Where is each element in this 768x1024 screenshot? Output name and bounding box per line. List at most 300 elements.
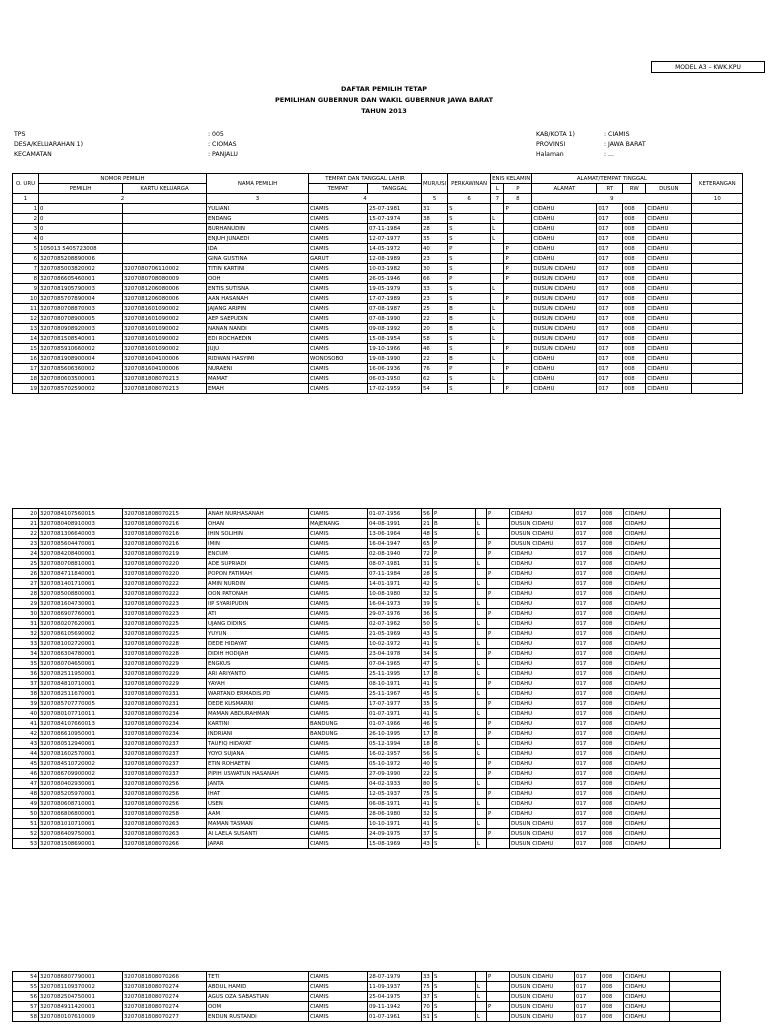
table-cell: CIDAHU — [624, 549, 670, 559]
col-nama: NAMA PEMILIH — [207, 174, 309, 194]
col-pemilih: PEMILIH — [39, 184, 123, 194]
table-cell: 2 — [13, 214, 39, 224]
table-cell: 28-07-1979 — [368, 972, 422, 982]
table-cell: ENJUH JUNAEDI — [207, 234, 309, 244]
table-cell: 09-08-1992 — [368, 324, 422, 334]
table-cell: 39 — [13, 699, 39, 709]
table-cell: 10-10-1971 — [368, 819, 422, 829]
table-cell: 017 — [575, 659, 601, 669]
table-cell: DUSUN CIDAHU — [510, 1002, 575, 1012]
table-cell: 38 — [13, 689, 39, 699]
table-cell — [504, 304, 532, 314]
table-cell: 28 — [422, 224, 448, 234]
table-cell: INDRIANI — [207, 729, 309, 739]
table-cell: 008 — [601, 639, 624, 649]
table-cell — [670, 982, 721, 992]
table-row — [13, 569, 721, 579]
table-cell: 25-04-1975 — [368, 992, 422, 1002]
table-row — [13, 529, 721, 539]
table-cell: L — [476, 819, 487, 829]
table-cell: 3207081002720001 — [39, 639, 123, 649]
table-cell: 18 — [422, 739, 433, 749]
table-cell — [692, 264, 743, 274]
table-cell: 3207081808070234 — [123, 729, 207, 739]
table-cell: 3207080107710011 — [39, 709, 123, 719]
table-cell: 51 — [13, 819, 39, 829]
table-cell: CIDAHU — [624, 799, 670, 809]
table-cell — [692, 374, 743, 384]
table-cell — [491, 254, 504, 264]
table-cell: 65 — [422, 539, 433, 549]
table-cell: 11-09-1937 — [368, 982, 422, 992]
table-cell: 3207081808070234 — [123, 709, 207, 719]
model-label: MODEL A3 – KWK.KPU — [651, 61, 765, 73]
table-cell: 017 — [597, 334, 623, 344]
table-cell: S — [433, 749, 476, 759]
table-row — [13, 839, 721, 849]
table-cell: L — [491, 334, 504, 344]
table-cell: S — [433, 1012, 476, 1022]
table-cell: 017 — [575, 679, 601, 689]
table-cell: 31 — [422, 204, 448, 214]
table-cell: S — [433, 719, 476, 729]
table-cell — [670, 589, 721, 599]
table-cell: 017 — [575, 709, 601, 719]
table-cell: 15-07-1974 — [368, 214, 422, 224]
table-cell: 28 — [422, 569, 433, 579]
table-cell: 3207081808070223 — [123, 609, 207, 619]
table-cell: 008 — [623, 234, 646, 244]
table-cell: 008 — [623, 314, 646, 324]
table-cell: 39 — [422, 599, 433, 609]
col-num: 7 — [491, 194, 504, 204]
table-cell: 08-10-1971 — [368, 679, 422, 689]
table-cell: 017 — [597, 354, 623, 364]
table-cell: AI LAELA SUSANTI — [207, 829, 309, 839]
table-cell: CIAMIS — [309, 1002, 368, 1012]
table-cell: 3207081808070229 — [123, 669, 207, 679]
table-cell: ETIN ROHAETIN — [207, 759, 309, 769]
table-cell: S — [433, 799, 476, 809]
table-cell — [476, 649, 487, 659]
meta-left — [14, 130, 238, 160]
table-cell: CIDAHU — [624, 839, 670, 849]
table-cell: CIDAHU — [646, 244, 692, 254]
table-cell — [476, 589, 487, 599]
table-cell: 008 — [623, 384, 646, 394]
table-cell — [487, 819, 510, 829]
table-row — [13, 629, 721, 639]
table-cell: 3207081808070215 — [123, 509, 207, 519]
table-cell: 32 — [13, 629, 39, 639]
table-cell: CIAMIS — [309, 234, 368, 244]
table-cell: L — [476, 1012, 487, 1022]
table-cell: CIDAHU — [510, 759, 575, 769]
table-cell: P — [448, 274, 491, 284]
table-cell — [476, 729, 487, 739]
table-cell — [670, 799, 721, 809]
table-cell: 05-12-1994 — [368, 739, 422, 749]
table-cell: CIDAHU — [646, 204, 692, 214]
table-cell: CIDAHU — [646, 264, 692, 274]
table-cell: 57 — [13, 1002, 39, 1012]
table-cell: CIDAHU — [646, 344, 692, 354]
table-cell: 30 — [13, 609, 39, 619]
table-cell: 40 — [422, 759, 433, 769]
table-cell: L — [491, 304, 504, 314]
table-cell: S — [433, 699, 476, 709]
table-cell: 3207085205970001 — [39, 789, 123, 799]
table-cell: 01-07-1956 — [368, 509, 422, 519]
table-cell: CIDAHU — [646, 254, 692, 264]
table-cell: 13-06-1964 — [368, 529, 422, 539]
table-cell: 25-11-1967 — [368, 689, 422, 699]
meta-value: : ... — [604, 151, 614, 158]
table-cell — [670, 549, 721, 559]
table-cell — [670, 579, 721, 589]
table-cell — [670, 789, 721, 799]
table-cell: AEP SAEPUDIN — [207, 314, 309, 324]
table-cell: 19-10-1966 — [368, 344, 422, 354]
table-cell: 48 — [422, 529, 433, 539]
table-cell: DUSUN CIDAHU — [510, 519, 575, 529]
table-row — [13, 769, 721, 779]
table-cell: 008 — [601, 569, 624, 579]
table-row — [13, 589, 721, 599]
table-cell — [670, 519, 721, 529]
table-cell — [692, 384, 743, 394]
table-cell: 3207085208890006 — [39, 254, 123, 264]
table-cell: 23 — [422, 254, 448, 264]
table-cell: ENCUM — [207, 549, 309, 559]
table-cell: 01-07-1961 — [368, 1012, 422, 1022]
table-cell: 46 — [422, 719, 433, 729]
table-cell: 017 — [575, 549, 601, 559]
table-cell — [504, 234, 532, 244]
table-cell: 16-04-1973 — [368, 599, 422, 609]
table-cell: P — [487, 679, 510, 689]
table-cell: L — [491, 324, 504, 334]
table-cell: 16-02-1957 — [368, 749, 422, 759]
table-cell: S — [433, 829, 476, 839]
table-row — [13, 354, 743, 364]
table-cell: MAMAN TASMAN — [207, 819, 309, 829]
table-cell: 017 — [575, 509, 601, 519]
table-cell — [476, 629, 487, 639]
table-cell: DUSUN CIDAHU — [510, 982, 575, 992]
table-cell: S — [448, 214, 491, 224]
table-cell: 3207080408910003 — [39, 519, 123, 529]
table-cell: 07-11-1984 — [368, 569, 422, 579]
table-cell: OOM — [207, 1002, 309, 1012]
table-cell: 3207085606360002 — [39, 364, 123, 374]
table-cell: 3207086605460001 — [39, 274, 123, 284]
table-cell: 008 — [601, 1002, 624, 1012]
table-cell: 3207086610950001 — [39, 729, 123, 739]
table-cell: CIDAHU — [624, 519, 670, 529]
table-cell: 3207081601090002 — [123, 324, 207, 334]
meta-value: : JAWA BARAT — [604, 141, 646, 148]
table-cell: 3207085604470001 — [39, 539, 123, 549]
table-cell: 9 — [13, 284, 39, 294]
table-cell: 3207081808070216 — [123, 529, 207, 539]
table-cell: B — [433, 729, 476, 739]
table-cell: 11 — [13, 304, 39, 314]
table-cell: 45 — [13, 759, 39, 769]
table-cell: 75 — [422, 982, 433, 992]
table-cell: 017 — [597, 224, 623, 234]
table-row — [13, 699, 721, 709]
table-cell: 3207084510720002 — [39, 759, 123, 769]
table-cell: L — [476, 639, 487, 649]
table-cell: CIDAHU — [646, 314, 692, 324]
table-cell — [670, 719, 721, 729]
table-cell — [476, 972, 487, 982]
table-cell: 3207081306640003 — [39, 529, 123, 539]
col-alamat-group: ALAMAT/TEMPAT TINGGAL — [532, 174, 692, 184]
table-cell: 017 — [575, 529, 601, 539]
table-cell: CIDAHU — [532, 224, 597, 234]
table-cell: P — [487, 972, 510, 982]
table-cell: 008 — [601, 579, 624, 589]
table-cell: DIDIH HODIJAH — [207, 649, 309, 659]
table-cell: CIDAHU — [510, 799, 575, 809]
table-cell: 3207084107660013 — [39, 719, 123, 729]
table-cell: CIDAHU — [646, 364, 692, 374]
table-cell: CIDAHU — [510, 689, 575, 699]
table-body-2 — [13, 509, 721, 849]
table-cell: S — [433, 609, 476, 619]
table-row — [13, 789, 721, 799]
table-cell: DUSUN CIDAHU — [510, 539, 575, 549]
table-cell: DUSUN CIDAHU — [510, 972, 575, 982]
table-cell — [670, 769, 721, 779]
table-cell — [491, 294, 504, 304]
table-cell: 17-02-1959 — [368, 384, 422, 394]
table-cell: AMIN NURDIN — [207, 579, 309, 589]
table-cell: CIAMIS — [309, 699, 368, 709]
table-cell: DUSUN CIDAHU — [510, 819, 575, 829]
table-cell: CIAMIS — [309, 509, 368, 519]
table-cell: L — [476, 839, 487, 849]
table-cell: 017 — [575, 799, 601, 809]
table-cell: L — [476, 739, 487, 749]
table-cell: 55 — [13, 982, 39, 992]
table-cell: BURHANUDIN — [207, 224, 309, 234]
table-cell: CIDAHU — [624, 529, 670, 539]
table-cell: MAMAT — [207, 374, 309, 384]
table-cell: 3207081808070213 — [123, 384, 207, 394]
table-row — [13, 819, 721, 829]
voter-table-1 — [12, 173, 743, 394]
table-cell: 43 — [13, 739, 39, 749]
table-row — [13, 719, 721, 729]
table-cell: L — [476, 982, 487, 992]
table-cell: L — [491, 214, 504, 224]
table-cell: S — [433, 599, 476, 609]
table-cell: 49 — [13, 799, 39, 809]
table-row — [13, 829, 721, 839]
table-cell: S — [448, 254, 491, 264]
table-cell: ADE SUPRIADI — [207, 559, 309, 569]
table-cell: CIAMIS — [309, 819, 368, 829]
table-cell — [692, 244, 743, 254]
table-cell: L — [476, 709, 487, 719]
table-cell: 008 — [601, 529, 624, 539]
table-cell: CIAMIS — [309, 374, 368, 384]
table-cell: 017 — [575, 619, 601, 629]
table-cell — [476, 509, 487, 519]
table-cell: P — [448, 364, 491, 374]
table-cell: DUSUN CIDAHU — [510, 839, 575, 849]
table-cell: 15 — [13, 344, 39, 354]
table-cell: CIDAHU — [532, 244, 597, 254]
table-cell: DUSUN CIDAHU — [532, 344, 597, 354]
table-cell: CIAMIS — [309, 549, 368, 559]
table-cell: 15-08-1954 — [368, 334, 422, 344]
table-cell: 008 — [601, 609, 624, 619]
meta-right — [536, 130, 646, 160]
table-cell: CIDAHU — [624, 539, 670, 549]
table-cell: CIDAHU — [510, 609, 575, 619]
table-cell: P — [487, 509, 510, 519]
table-cell: ATI — [207, 609, 309, 619]
table-cell: 37 — [422, 992, 433, 1002]
table-cell: 29 — [13, 599, 39, 609]
table-cell: CIDAHU — [510, 699, 575, 709]
table-cell: 54 — [13, 972, 39, 982]
table-cell: 52 — [13, 829, 39, 839]
table-cell: B — [448, 324, 491, 334]
table-cell: 017 — [575, 699, 601, 709]
table-cell: CIDAHU — [510, 779, 575, 789]
table-cell — [476, 789, 487, 799]
table-cell: 07-08-1987 — [368, 304, 422, 314]
table-cell: 3207081808070266 — [123, 972, 207, 982]
table-cell: L — [476, 529, 487, 539]
table-row — [13, 214, 743, 224]
table-cell: CIDAHU — [624, 509, 670, 519]
table-cell: CIDAHU — [646, 304, 692, 314]
table-cell: 35 — [13, 659, 39, 669]
table-cell: 21 — [13, 519, 39, 529]
table-cell: CIDAHU — [510, 589, 575, 599]
table-cell: 41 — [13, 719, 39, 729]
table-cell: P — [487, 789, 510, 799]
table-cell: DUSUN CIDAHU — [532, 334, 597, 344]
table-cell: 017 — [575, 982, 601, 992]
table-cell — [670, 639, 721, 649]
col-kawin: PERKAWINAN — [448, 174, 491, 194]
table-cell — [670, 659, 721, 669]
table-cell: 06-08-1971 — [368, 799, 422, 809]
table-cell: 25 — [422, 304, 448, 314]
table-cell — [692, 354, 743, 364]
col-kartu-keluarga: KARTU KELUARGA — [123, 184, 207, 194]
table-cell: CIAMIS — [309, 609, 368, 619]
table-cell: DUSUN CIDAHU — [510, 1012, 575, 1022]
table-cell: 22 — [13, 529, 39, 539]
table-cell: S — [433, 839, 476, 849]
table-cell — [487, 839, 510, 849]
table-cell: 017 — [575, 759, 601, 769]
table-cell: S — [433, 689, 476, 699]
table-cell: S — [433, 579, 476, 589]
table-row — [13, 982, 721, 992]
table-cell: 008 — [601, 749, 624, 759]
table-cell: S — [448, 224, 491, 234]
table-cell: CIDAHU — [624, 769, 670, 779]
table-cell: 3207086807790001 — [39, 972, 123, 982]
table-cell: 3207085702590002 — [39, 384, 123, 394]
table-cell: 29-07-1976 — [368, 609, 422, 619]
table-cell: 50 — [13, 809, 39, 819]
table-cell: 3207085910660002 — [39, 344, 123, 354]
table-cell: 58 — [13, 1012, 39, 1022]
table-cell: 3207081808070263 — [123, 829, 207, 839]
col-p: P — [504, 184, 532, 194]
table-cell: 3207081109370002 — [39, 982, 123, 992]
col-num: 9 — [532, 194, 692, 204]
table-cell: 008 — [623, 304, 646, 314]
table-cell — [692, 214, 743, 224]
table-cell: CIDAHU — [624, 829, 670, 839]
table-cell: 008 — [601, 559, 624, 569]
table-cell: 008 — [601, 629, 624, 639]
table-row — [13, 972, 721, 982]
table-cell: CIAMIS — [309, 689, 368, 699]
table-cell — [670, 569, 721, 579]
table-cell: CIAMIS — [309, 972, 368, 982]
table-cell: CIAMIS — [309, 649, 368, 659]
table-cell: CIDAHU — [532, 214, 597, 224]
table-cell: 48 — [13, 789, 39, 799]
table-cell: 22 — [422, 314, 448, 324]
table-cell — [670, 689, 721, 699]
col-num: 5 — [422, 194, 448, 204]
table-cell — [487, 639, 510, 649]
table-row — [13, 809, 721, 819]
table-cell: 017 — [597, 284, 623, 294]
table-cell: 008 — [623, 284, 646, 294]
col-dusun: DUSUN — [646, 184, 692, 194]
table-cell: 008 — [601, 509, 624, 519]
table-cell: CIDAHU — [646, 354, 692, 364]
table-cell — [670, 679, 721, 689]
table-cell: CIDAHU — [532, 364, 597, 374]
table-cell: CIDAHU — [532, 234, 597, 244]
table-cell: TITIN KARTINI — [207, 264, 309, 274]
table-cell: P — [487, 1002, 510, 1012]
table-cell: 37 — [422, 829, 433, 839]
table-cell: 3207084810710001 — [39, 679, 123, 689]
table-cell: CIDAHU — [624, 599, 670, 609]
table-cell: S — [448, 384, 491, 394]
table-cell: 3207086105690002 — [39, 629, 123, 639]
table-cell: 017 — [575, 539, 601, 549]
table-cell: 3207081808070266 — [123, 839, 207, 849]
table-cell: P — [487, 719, 510, 729]
table-cell: JAPAR — [207, 839, 309, 849]
table-cell: 54 — [422, 384, 448, 394]
table-cell: NURAENI — [207, 364, 309, 374]
table-cell: YULIANI — [207, 204, 309, 214]
table-cell: 017 — [597, 364, 623, 374]
table-cell — [692, 224, 743, 234]
table-cell: 56 — [13, 992, 39, 1002]
table-cell: CIAMIS — [309, 344, 368, 354]
table-cell: S — [448, 294, 491, 304]
